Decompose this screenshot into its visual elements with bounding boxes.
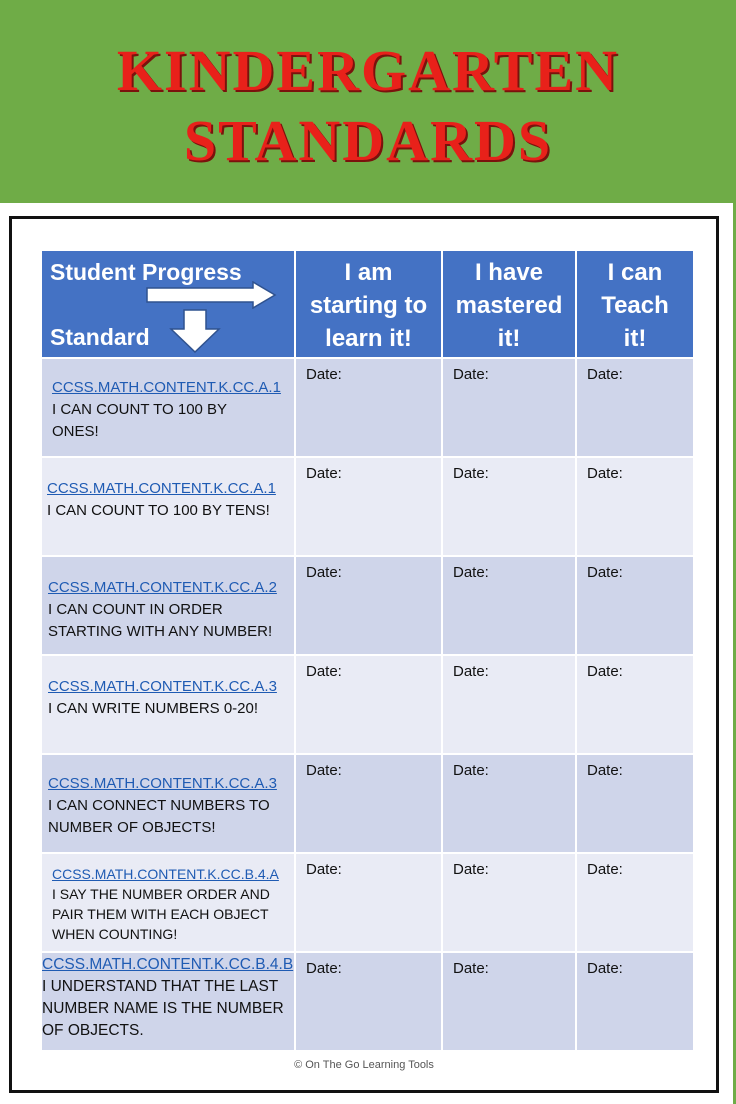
standard-desc: I SAY THE NUMBER ORDER AND <box>52 886 270 902</box>
standard-cell <box>42 953 294 1050</box>
page-title <box>0 36 736 176</box>
standard-desc: I CAN COUNT IN ORDER <box>48 601 223 618</box>
date-cell[interactable] <box>296 458 441 555</box>
date-label: Date: <box>306 663 342 680</box>
standard-link[interactable]: CCSS.MATH.CONTENT.K.CC.A.2 <box>48 579 277 596</box>
standard-desc: I CAN WRITE NUMBERS 0-20! <box>48 700 259 717</box>
date-label: Date: <box>453 564 489 581</box>
standard-desc: NUMBER NAME IS THE NUMBER <box>42 1000 284 1017</box>
standard-cell <box>42 557 294 654</box>
standard-desc: PAIR THEM WITH EACH OBJECT <box>52 906 269 922</box>
standard-desc: I CAN CONNECT NUMBERS TO <box>48 797 270 814</box>
date-label: Date: <box>453 861 489 878</box>
table-row <box>42 953 693 1050</box>
standard-cell <box>42 854 294 951</box>
standard-link[interactable]: CCSS.MATH.CONTENT.K.CC.B.4.B <box>42 956 294 973</box>
standard-desc: I CAN COUNT TO 100 BY TENS! <box>47 502 270 519</box>
date-label: Date: <box>453 960 489 977</box>
date-cell[interactable] <box>296 359 441 456</box>
date-cell[interactable] <box>577 755 693 852</box>
header-progress-standard <box>42 251 294 357</box>
table-row <box>42 854 693 951</box>
header-teach <box>577 251 693 357</box>
standard-cell <box>42 458 294 555</box>
standard-cell <box>42 656 294 753</box>
date-label: Date: <box>306 960 342 977</box>
table-row <box>42 458 693 555</box>
standard-desc: WHEN COUNTING! <box>52 926 178 942</box>
date-label: Date: <box>587 564 623 581</box>
header-text: I can <box>607 259 663 286</box>
arrow-down-icon <box>169 309 221 353</box>
standard-desc: I UNDERSTAND THAT THE LAST <box>42 978 279 995</box>
date-label: Date: <box>306 366 342 383</box>
date-label: Date: <box>587 762 623 779</box>
standard-desc: OF OBJECTS. <box>42 1022 144 1039</box>
date-cell[interactable] <box>443 359 575 456</box>
header-text: mastered <box>455 292 563 319</box>
header-text: learn it! <box>325 325 412 352</box>
date-cell[interactable] <box>296 557 441 654</box>
date-cell[interactable] <box>443 854 575 951</box>
date-label: Date: <box>306 564 342 581</box>
date-cell[interactable] <box>296 656 441 753</box>
standard-cell <box>42 755 294 852</box>
date-cell[interactable] <box>577 557 693 654</box>
date-label: Date: <box>306 762 342 779</box>
header-standard-label: Standard <box>50 324 150 350</box>
header-text: Teach <box>601 292 669 319</box>
date-label: Date: <box>306 861 342 878</box>
table-row <box>42 656 693 753</box>
standard-link[interactable]: CCSS.MATH.CONTENT.K.CC.A.3 <box>48 678 277 695</box>
standard-desc: I CAN COUNT TO 100 BY <box>52 401 228 418</box>
arrow-right-icon <box>145 281 277 309</box>
date-label: Date: <box>587 366 623 383</box>
date-label: Date: <box>306 465 342 482</box>
copyright-footer: © On The Go Learning Tools <box>294 1059 434 1071</box>
page-title-line-2: STANDARDS <box>183 108 553 173</box>
date-cell[interactable] <box>443 458 575 555</box>
header-progress-label: Student Progress <box>50 259 242 285</box>
header-text: it! <box>623 325 647 352</box>
date-cell[interactable] <box>296 854 441 951</box>
date-label: Date: <box>453 465 489 482</box>
header-text: I am <box>344 259 393 286</box>
standard-link[interactable]: CCSS.MATH.CONTENT.K.CC.A.3 <box>48 775 277 792</box>
date-cell[interactable] <box>296 755 441 852</box>
date-label: Date: <box>587 960 623 977</box>
date-label: Date: <box>453 366 489 383</box>
header-text: I have <box>474 259 544 286</box>
date-label: Date: <box>587 465 623 482</box>
standard-cell <box>42 359 294 456</box>
header-mastered <box>443 251 575 357</box>
header-text: it! <box>497 325 521 352</box>
date-label: Date: <box>453 762 489 779</box>
date-cell[interactable] <box>443 656 575 753</box>
date-cell[interactable] <box>296 953 441 1050</box>
header-starting <box>296 251 441 357</box>
date-label: Date: <box>587 663 623 680</box>
table-row <box>42 557 693 654</box>
standard-link[interactable]: CCSS.MATH.CONTENT.K.CC.B.4.A <box>52 866 279 882</box>
date-label: Date: <box>453 663 489 680</box>
table-row <box>42 755 693 852</box>
date-cell[interactable] <box>577 854 693 951</box>
standard-desc: ONES! <box>52 423 99 440</box>
table-row <box>42 359 693 456</box>
standard-desc: NUMBER OF OBJECTS! <box>48 819 216 836</box>
standard-link[interactable]: CCSS.MATH.CONTENT.K.CC.A.1 <box>52 379 281 396</box>
date-label: Date: <box>587 861 623 878</box>
date-cell[interactable] <box>443 557 575 654</box>
date-cell[interactable] <box>577 458 693 555</box>
standard-link[interactable]: CCSS.MATH.CONTENT.K.CC.A.1 <box>47 480 276 497</box>
page-title-line-1: KINDERGARTEN <box>116 38 620 103</box>
date-cell[interactable] <box>577 359 693 456</box>
date-cell[interactable] <box>577 953 693 1050</box>
date-cell[interactable] <box>577 656 693 753</box>
standard-desc: STARTING WITH ANY NUMBER! <box>48 623 273 640</box>
date-cell[interactable] <box>443 755 575 852</box>
date-cell[interactable] <box>443 953 575 1050</box>
header-text: starting to <box>309 292 428 319</box>
title-banner <box>0 0 736 203</box>
